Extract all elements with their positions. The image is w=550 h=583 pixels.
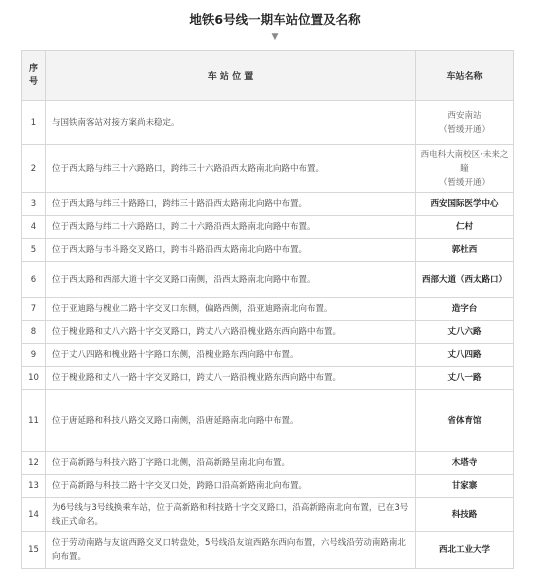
station-location: 位于槐业路和丈八一路十字交叉路口，跨丈八一路沿槐业路东西向路中布置。 [46, 367, 416, 390]
station-location: 位于槐业路和丈八六路十字交叉路口，跨丈八六路沿槐业路东西向路中布置。 [46, 321, 416, 344]
station-name: 西电科大南校区·未来之瞳 （暂缓开通） [416, 145, 514, 193]
table-row [22, 298, 514, 321]
station-location: 位于西太路与韦斗路交叉路口，跨韦斗路沿西太路南北向路中布置。 [46, 239, 416, 262]
table-row [22, 390, 514, 452]
table-row [22, 321, 514, 344]
table-row [22, 498, 514, 532]
station-name: 丈八一路 [416, 367, 514, 390]
row-number: 1 [22, 101, 46, 145]
station-name: 木塔寺 [416, 452, 514, 475]
station-name: 西安国际医学中心 [416, 193, 514, 216]
table-row [22, 216, 514, 239]
station-name: 丈八四路 [416, 344, 514, 367]
station-name: 郭杜西 [416, 239, 514, 262]
station-location: 位于劳动南路与友谊西路交叉口转盘处，5号线沿友谊西路东西向布置，六号线沿劳动南路南北向布置。 [46, 532, 416, 569]
station-name: 丈八六路 [416, 321, 514, 344]
table-row [22, 262, 514, 298]
station-name: 西安南站 （暂缓开通） [416, 101, 514, 145]
header-num [22, 51, 46, 101]
header-station-name: 车站名称 [416, 51, 514, 101]
station-name: 西北工业大学 [416, 532, 514, 569]
row-number: 14 [22, 498, 46, 532]
station-name: 省体育馆 [416, 390, 514, 452]
table-row [22, 239, 514, 262]
table-row [22, 475, 514, 498]
station-location: 位于西太路与纬三十路路口，跨纬三十路沿西太路南北向路中布置。 [46, 193, 416, 216]
header-location: 车 站 位 置 [46, 51, 416, 101]
station-location: 为6号线与3号线换乘车站，位于高新路和科技路十字交叉路口，沿高新路南北向布置，已在3号线正式命名。 [46, 498, 416, 532]
row-number: 11 [22, 390, 46, 452]
table-row [22, 367, 514, 390]
station-location: 位于丈八四路和槐业路十字路口东侧，沿槐业路东西向路中布置。 [46, 344, 416, 367]
station-location: 位于西太路与纬三十六路路口，跨纬三十六路沿西太路南北向路中布置。 [46, 145, 416, 193]
header-num-label: 序 号 [28, 63, 38, 87]
table-row [22, 101, 514, 145]
table-row [22, 344, 514, 367]
station-location: 位于西太路和西部大道十字交叉路口南侧，沿西太路南北向路中布置。 [46, 262, 416, 298]
table-row [22, 193, 514, 216]
station-name: 造字台 [416, 298, 514, 321]
station-location: 位于亚迪路与槐业二路十字交叉口东侧，偏路西侧，沿亚迪路南北向布置。 [46, 298, 416, 321]
page-title: 地铁6号线一期车站位置及名称 [189, 12, 361, 27]
station-location: 位于唐延路和科技八路交叉路口南侧，沿唐延路南北向路中布置。 [46, 390, 416, 452]
station-location: 位于西太路与纬二十六路路口，跨二十六路沿西太路南北向路中布置。 [46, 216, 416, 239]
station-location: 与国铁南客站对接方案尚未稳定。 [46, 101, 416, 145]
row-number: 8 [22, 321, 46, 344]
station-name: 西部大道（西太路口） [416, 262, 514, 298]
station-name: 甘家寨 [416, 475, 514, 498]
row-number: 10 [22, 367, 46, 390]
station-location: 位于高新路与科技六路丁字路口北侧，沿高新路呈南北向布置。 [46, 452, 416, 475]
station-name: 科技路 [416, 498, 514, 532]
station-location: 位于高新路与科技二路十字交叉口处，跨路口沿高新路南北向布置。 [46, 475, 416, 498]
chevron-down-icon: ▼ [271, 32, 279, 42]
row-number: 9 [22, 344, 46, 367]
table-row [22, 145, 514, 193]
table-header-row [22, 51, 514, 101]
station-name: 仁村 [416, 216, 514, 239]
row-number: 12 [22, 452, 46, 475]
row-number: 7 [22, 298, 46, 321]
table-row [22, 452, 514, 475]
row-number: 15 [22, 532, 46, 569]
table-row [22, 532, 514, 569]
row-number: 3 [22, 193, 46, 216]
row-number: 4 [22, 216, 46, 239]
row-number: 13 [22, 475, 46, 498]
row-number: 2 [22, 145, 46, 193]
station-table [21, 50, 514, 569]
row-number: 6 [22, 262, 46, 298]
row-number: 5 [22, 239, 46, 262]
